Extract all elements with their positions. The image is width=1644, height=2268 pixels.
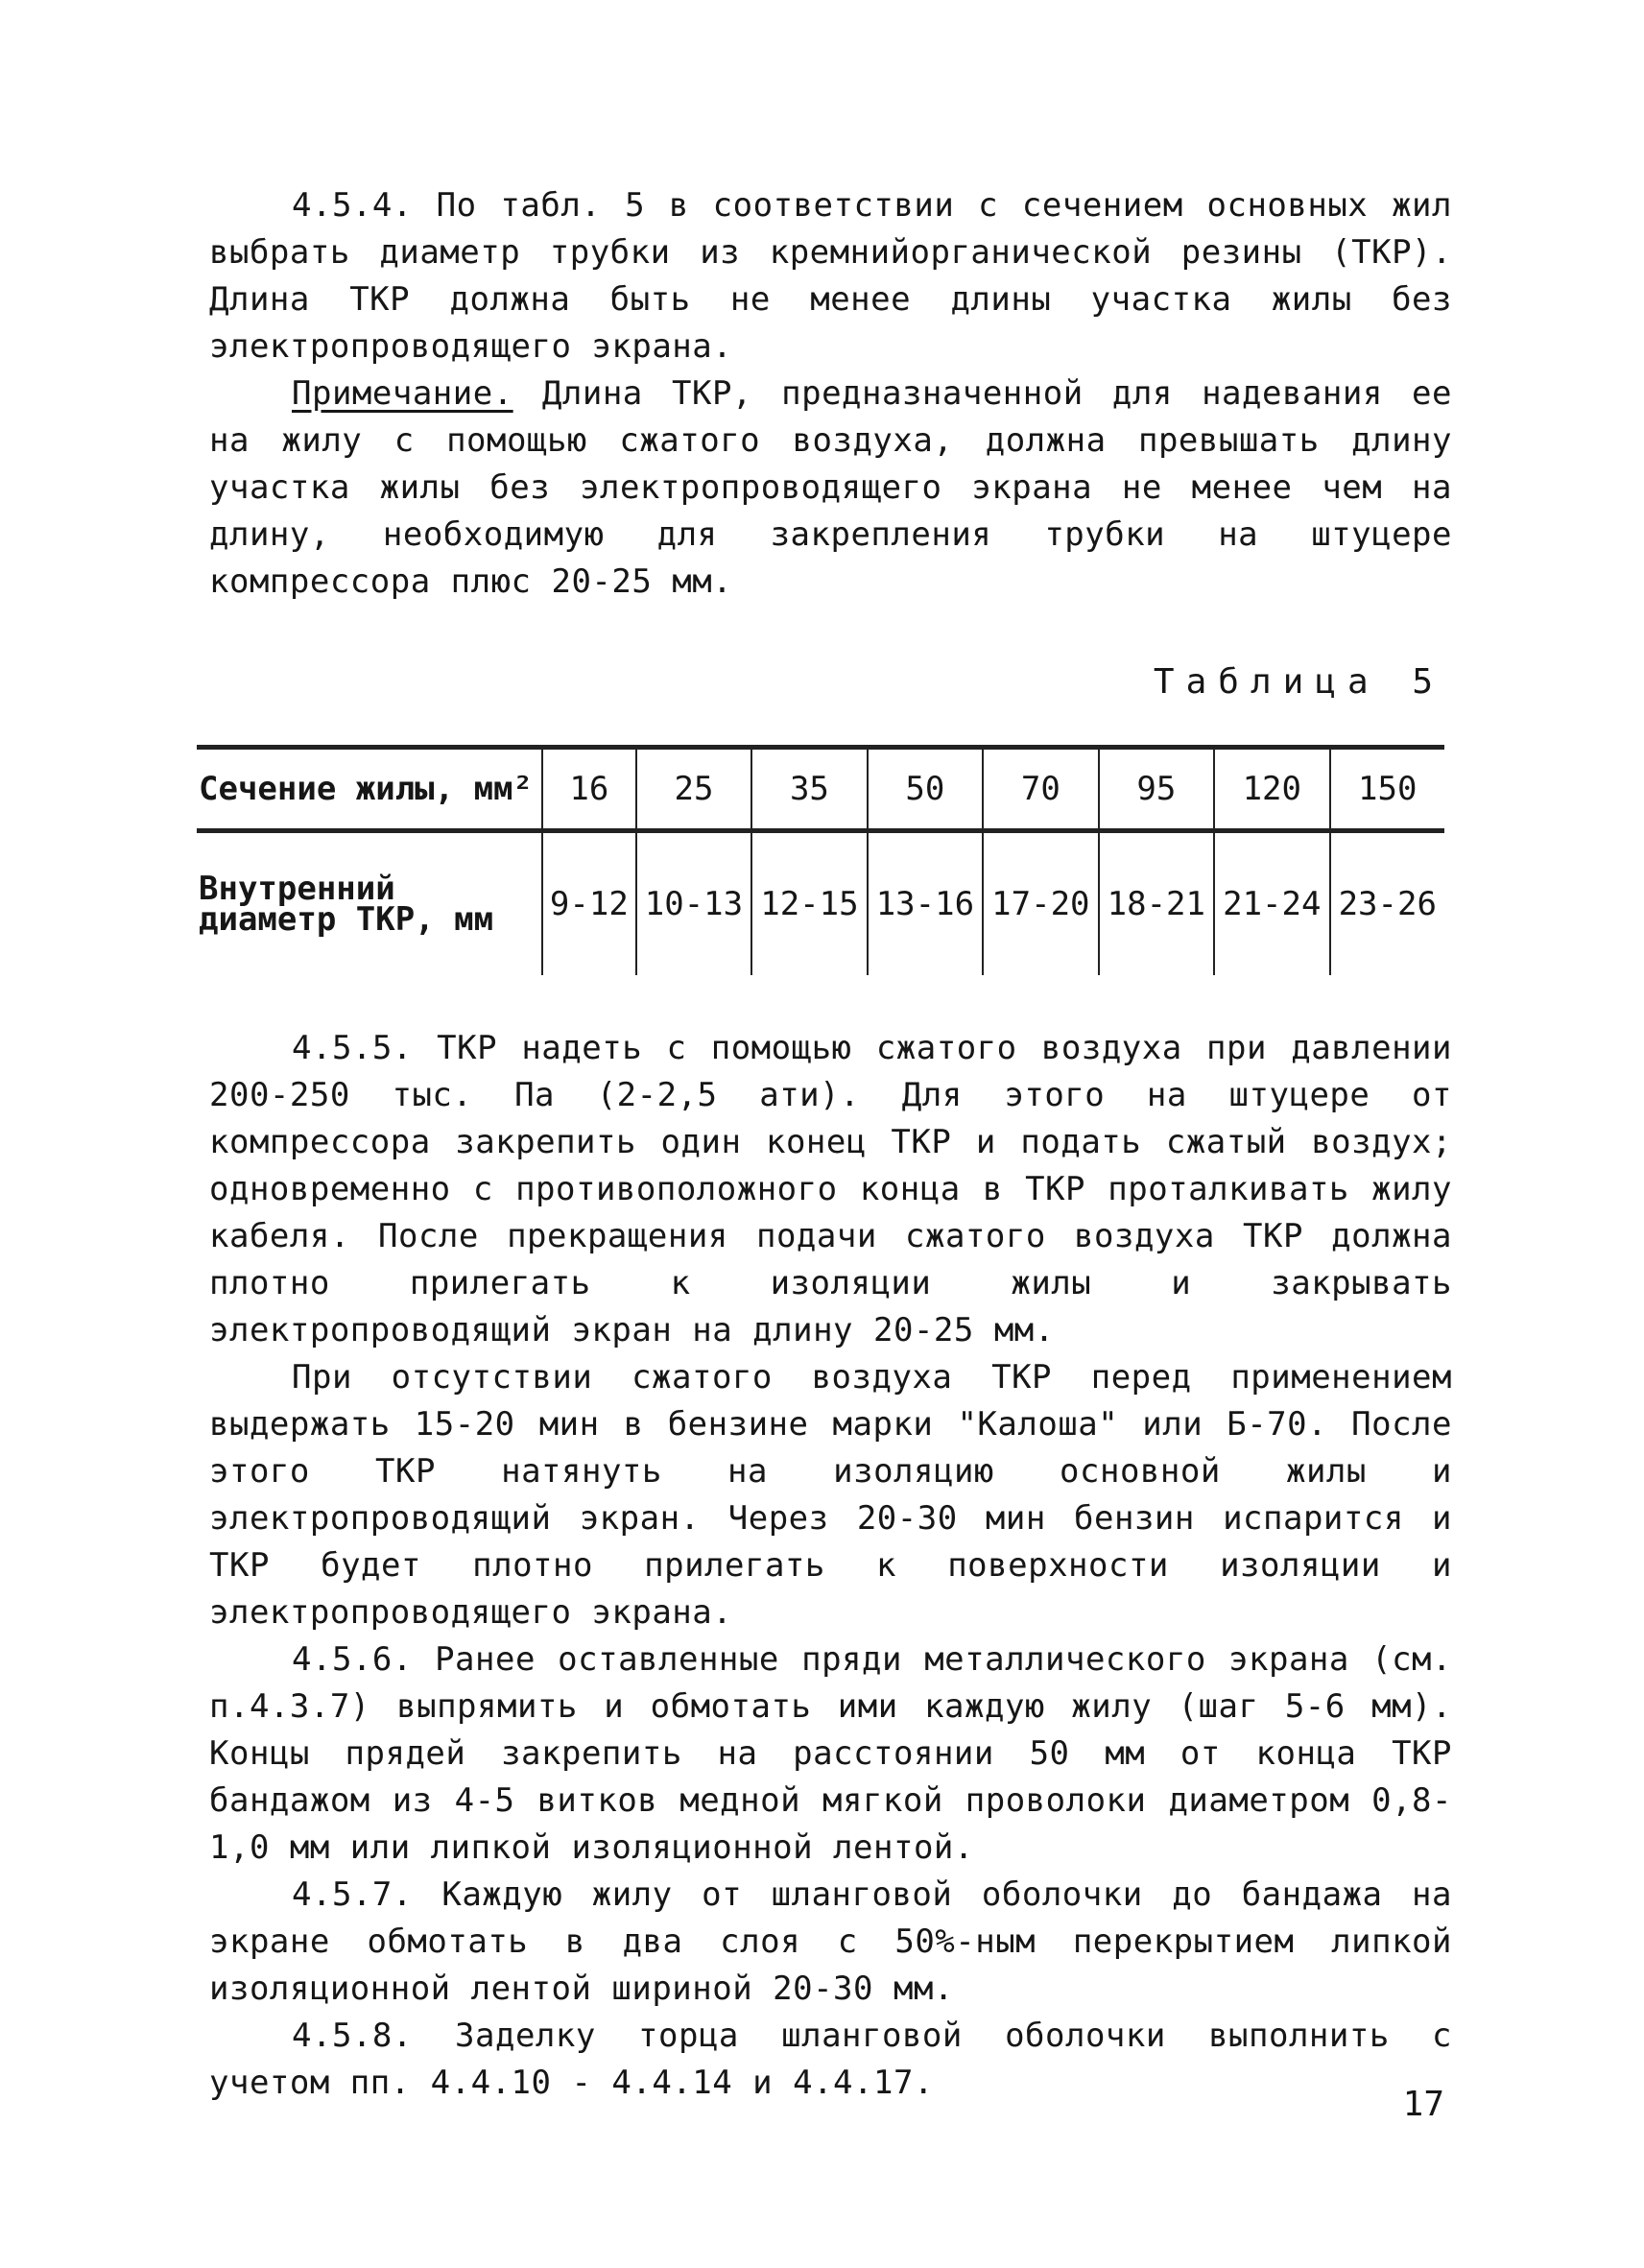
row-label-cell: Внутренний диаметр ТКР, мм [199, 870, 494, 939]
diameter-cell: 23-26 [1330, 831, 1444, 976]
paragraph-4-5-7: 4.5.7. Каждую жилу от шланговой оболочки до бандажа на экране обмотать в два слоя с 50%-ным перекрытием липкой изоляционной лентой шириной 20-30 мм. [209, 1875, 1452, 2008]
table-header-row [197, 748, 1444, 831]
section-cell: 35 [751, 748, 867, 831]
section-cell: 25 [636, 748, 751, 831]
section-cell: 120 [1214, 748, 1329, 831]
diameter-cell: 18-21 [1099, 831, 1214, 976]
diameter-cell: 21-24 [1214, 831, 1329, 976]
text-block-bottom [209, 1025, 1452, 2107]
note-text: Длина ТКР, предназначенной для надевания ее на жилу с помощью сжатого воздуха, должна превышать длину участка жилы без электропроводящего экрана не менее чем на длину, необходимую для закрепления трубки на штуцере компрессора плюс 20-25 мм. [209, 374, 1452, 601]
diameter-cell: 17-20 [983, 831, 1098, 976]
diameter-cell: 10-13 [636, 831, 751, 976]
page-number: 17 [1402, 2085, 1444, 2124]
section-cell: 70 [983, 748, 1098, 831]
note-paragraph [209, 370, 1452, 606]
section-cell: 16 [542, 748, 636, 831]
section-cell: 95 [1099, 748, 1214, 831]
section-cell: 150 [1330, 748, 1444, 831]
paragraph-4-5-4: 4.5.4. По табл. 5 в соответствии с сечением основных жил выбрать диаметр трубки из кремнийорганической резины (ТКР). Длина ТКР должна быть не менее длины участка жилы без электропроводящего экрана. [209, 186, 1452, 366]
text-block-top [209, 182, 1452, 606]
header-label-cell: Сечение жилы, мм² [197, 748, 542, 831]
note-label: Примечание. [292, 374, 513, 413]
table-caption: Таблица 5 [1153, 662, 1444, 702]
paragraph-4-5-5: 4.5.5. ТКР надеть с помощью сжатого воздуха при давлении 200-250 тыс. Па (2-2,5 ати). Для этого на штуцере от компрессора закрепить один конец ТКР и подать сжатый воздух; одновременно с противоположного конца в ТКР проталкивать жилу кабеля. После прекращения подачи сжатого воздуха ТКР должна плотно прилегать к изоляции жилы и закрывать электропроводящий экран на длину 20-25 мм. [209, 1029, 1452, 1349]
table-body-row [197, 831, 1444, 976]
paragraph-4-5-6: 4.5.6. Ранее оставленные пряди металлического экрана (см. п.4.3.7) выпрямить и обмотать ими каждую жилу (шаг 5-6 мм). Концы прядей закрепить на расстоянии 50 мм от конца ТКР бандажом из 4-5 витков медной мягкой проволоки диаметром 0,8-1,0 мм или липкой изоляционной лентой. [209, 1640, 1452, 1867]
diameter-cell: 13-16 [868, 831, 983, 976]
diameter-cell: 9-12 [542, 831, 636, 976]
section-cell: 50 [868, 748, 983, 831]
paragraph-4-5-8: 4.5.8. Заделку торца шланговой оболочки выполнить с учетом пп. 4.4.10 - 4.4.14 и 4.4.17. [209, 2017, 1452, 2102]
diameter-cell: 12-15 [751, 831, 867, 976]
table-5 [197, 745, 1444, 975]
paragraph-no-air: При отсутствии сжатого воздуха ТКР перед применением выдержать 15-20 мин в бензине марки "Калоша" или Б-70. После этого ТКР натянуть на изоляцию основной жилы и электропроводящий экран. Через 20-30 мин бензин испарится и ТКР будет плотно прилегать к поверхности изоляции и электропроводящего экрана. [209, 1358, 1452, 1632]
